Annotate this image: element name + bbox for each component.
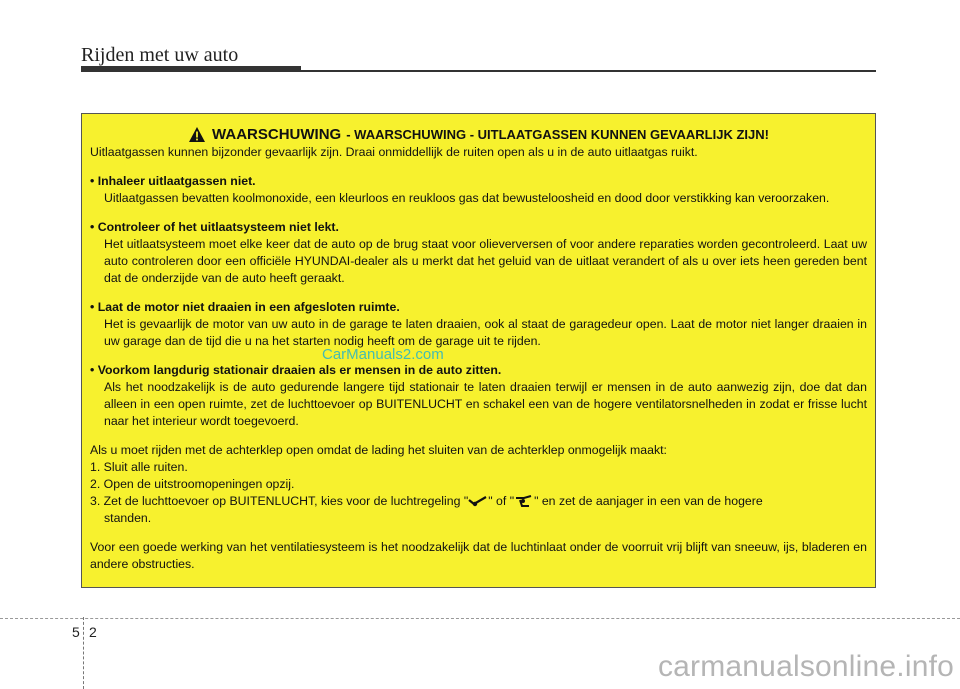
warning-item-text: Het is gevaarlijk de motor van uw auto in de garage te laten draaien, ook al staat de garagedeur open. Laat de motor niet langer draaien in uw garage dan de tijd die u na het starten nodig heeft om de garage uit te rijden. [104,317,867,348]
footer-dashed-divider [83,617,84,689]
warning-item-heading: • Voorkom langdurig stationair draaien als er mensen in de auto zitten. [90,363,502,377]
tailgate-intro: Als u moet rijden met de achterklep open omdat de lading het sluiten van de achterklep onmogelijk maakt: [90,443,667,457]
vent-face-mode-icon [468,495,488,507]
page-header-title: Rijden met uw auto [81,44,239,66]
step-3-text-a: 3. Zet de luchttoevoer op BUITENLUCHT, kies voor de luchtregeling " [90,494,469,508]
watermark: CarManuals2.com [322,346,444,363]
step-2: 2. Open de uitstroomopeningen opzij. [90,477,295,491]
warning-intro: Uitlaatgassen kunnen bijzonder gevaarlijk zijn. Draai onmiddellijk de ruiten open als u in de auto uitlaatgas ruikt. [90,145,698,159]
warning-item-text: Uitlaatgassen bevatten koolmonoxide, een kleurloos en reukloos gas dat bewusteloosheid en dood door verstikking kan veroorzaken. [104,191,830,205]
warning-box [81,113,876,588]
footer-dashed-line [0,618,960,619]
vent-bilevel-mode-icon [514,495,534,507]
header-rule-thin [301,70,876,72]
step-3-text-c: " en zet de aanjager in een van de hogere [534,494,763,508]
warning-triangle-icon [188,126,206,143]
footer-site-watermark: carmanualsonline.info [657,650,954,683]
step-1: 1. Sluit alle ruiten. [90,460,188,474]
step-3-text-b: " of " [488,494,515,508]
warning-item-text: Als het noodzakelijk is de auto gedurende langere tijd stationair te laten draaien terwijl er mensen in de auto aanwezig zijn, doe dat dan alleen in een open ruimte, zet de luchttoevoer op BUITENLUCHT en schakel een van de hogere ventilatorsnelheden in zodat er frisse lucht naar het interieur wordt toegevoerd. [104,380,867,428]
chapter-number: 5 [72,624,80,640]
header-rule-thick [81,66,301,72]
warning-item-heading: • Controleer of het uitlaatsysteem niet lekt. [90,220,339,234]
page-number: 2 [89,624,97,640]
step-3-continuation: standen. [104,511,152,525]
warning-item-heading: • Inhaleer uitlaatgassen niet. [90,174,256,188]
warning-label: WAARSCHUWING [212,126,342,143]
step-3 [90,493,867,510]
warning-heading [90,126,867,143]
warning-item-heading: • Laat de motor niet draaien in een afgesloten ruimte. [90,300,400,314]
warning-title: - WAARSCHUWING - UITLAATGASSEN KUNNEN GEVAARLIJK ZIJN! [346,127,769,142]
warning-closing: Voor een goede werking van het ventilatiesysteem is het noodzakelijk dat de luchtinlaat onder de voorruit vrij blijft van sneeuw, ijs, bladeren en andere obstructies. [90,540,867,571]
warning-item-text: Het uitlaatsysteem moet elke keer dat de auto op de brug staat voor olieverversen of voor andere reparaties worden gecontroleerd. Laat uw auto controleren door een officiële HYUNDAI-dealer als u merkt dat het geluid van de uitlaat verandert of als u over iets heen gereden bent dat de onderzijde van de auto heeft geraakt. [104,237,867,285]
